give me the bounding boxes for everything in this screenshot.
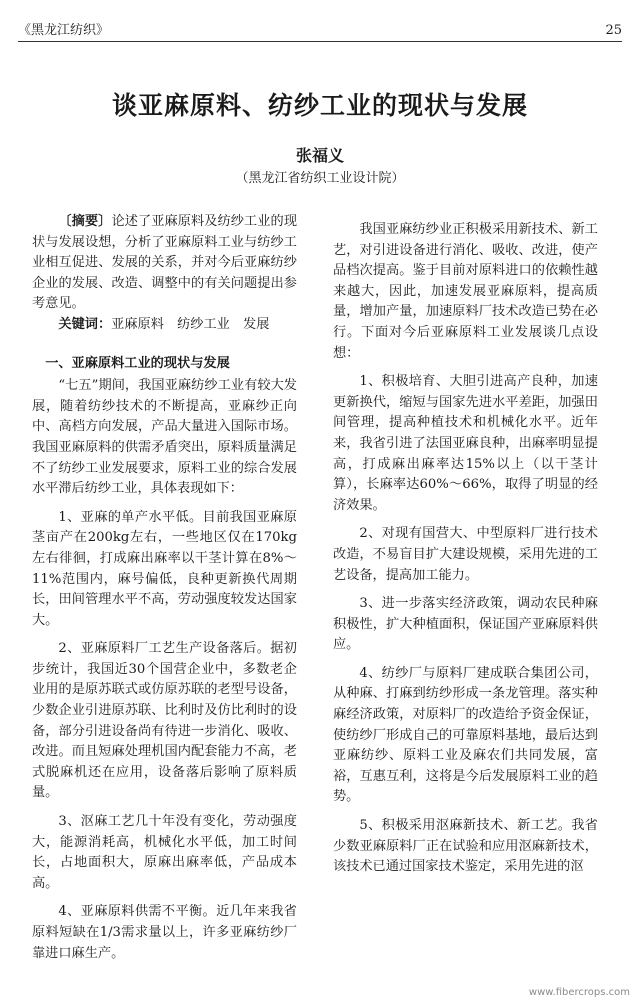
paragraph: 1、积极培育、大胆引进高产良种，加速更新换代，缩短与国家先进水平差距，加强田间管理，提高种植技术和机械化水平。近年来，我省引进了法国亚麻良种，出麻率明显提高，打成麻出麻率达15%以上（以干茎计算），长麻率达60%～66%，取得了明显的经济效果。 [333,374,598,513]
abstract [32,212,297,315]
paragraph: 2、亚麻原料厂工艺生产设备落后。据初步统计，我国近30个国营企业中，多数老企业用的是原苏联式或仿原苏联的老型号设备，少数企业引进原苏联、比利时及仿比利时的设备，部分引进设备尚有待进一步消化、吸收、改进。而且短麻处理机国内配套能力不高，老式脱麻机还在应用，设备落后影响了原料质量。 [32,641,297,801]
paragraph: 3、进一步落实经济政策，调动农民种麻积极性，扩大种植面积，保证国产亚麻原料供应。 [333,596,598,653]
article-title: 谈亚麻原料、纺纱工业的现状与发展 [111,91,528,120]
paragraph: 5、积极采用沤麻新技术、新工艺。我省少数亚麻原料厂正在试验和应用沤麻新技术，该技术已通过国家技术鉴定，采用先进的沤 [333,818,598,875]
paragraph: 2、对现有国营大、中型原料厂进行技术改造，不易盲目扩大建设规模，采用先进的工艺设备，提高加工能力。 [333,526,598,583]
author-affiliation: （黑龙江省纺织工业设计院） [235,171,405,186]
keywords-label: 关键词： [58,316,112,332]
keywords [32,315,297,336]
page-number: 25 [605,23,622,38]
paragraph: 3、沤麻工艺几十年没有变化，劳动强度大，能源消耗高，机械化水平低，加工时间长，占地面积大，原麻出麻率低，产品成本高。 [32,814,297,891]
site-watermark: www.fibercrops.com [528,987,630,998]
running-header [18,8,622,42]
paragraph: 4、亚麻原料供需不平衡。近几年来我省原料短缺在1/3需求量以上，许多亚麻纺纱厂靠进口麻生产。 [32,904,297,961]
keywords-text: 亚麻原料 纺纱工业 发展 [111,316,270,332]
abstract-label: 〔摘要〕 [58,214,112,229]
paragraph: 我国亚麻纺纱业正积极采用新技术、新工艺，对引进设备进行消化、吸收、改进，使产品档次提高。鉴于目前对原料进口的依赖性越来越大，因此，加速发展亚麻原料，提高质量，增加产量，加速原料厂技术改造已势在必行。下面对今后亚麻原料工业发展谈几点设想： [333,222,598,361]
author-name: 张福义 [295,146,344,165]
journal-name: 《黑龙江纺织》 [18,23,110,38]
left-column [32,212,297,964]
paragraph: 1、亚麻的单产水平低。目前我国亚麻原茎亩产在200kg左右，一些地区仅在170kg左右徘徊，打成麻出麻率以干茎计算在8%～11%范围内，麻号偏低，良种更新换代周期长，田间管理水平不高，劳动强度较发达国家大。 [32,509,297,628]
right-column [333,212,598,878]
section-heading: 一、亚麻原料工业的现状与发展 [45,355,230,371]
abstract-text: 论述了亚麻原料及纺纱工业的现状与发展设想，分析了亚麻原料工业与纺纱工业相互促进、发展的关系，并对今后亚麻纺纱企业的发展、改造、调整中的有关问题提出参考意见。 [32,214,298,312]
paragraph: 4、纺纱厂与原料厂建成联合集团公司，从种麻、打麻到纺纱形成一条龙管理。落实种麻经济政策，对原料厂的改造给予资金保证，使纺纱厂形成自己的可靠原料基地，最后达到亚麻纺纱、原料工业及麻农们共同发展，富裕，互惠互利，这将是今后发展原料工业的趋势。 [333,665,598,805]
paragraph: “七五”期间，我国亚麻纺纱工业有较大发展，随着纺纱技术的不断提高，亚麻纱正向中、高档方向发展，产品大量进入国际市场。我国亚麻原料的供需矛盾突出，原料质量满足不了纺纱工业发展要求，原料工业的综合发展水平滞后纺纱工业，具体表现如下： [32,378,297,497]
